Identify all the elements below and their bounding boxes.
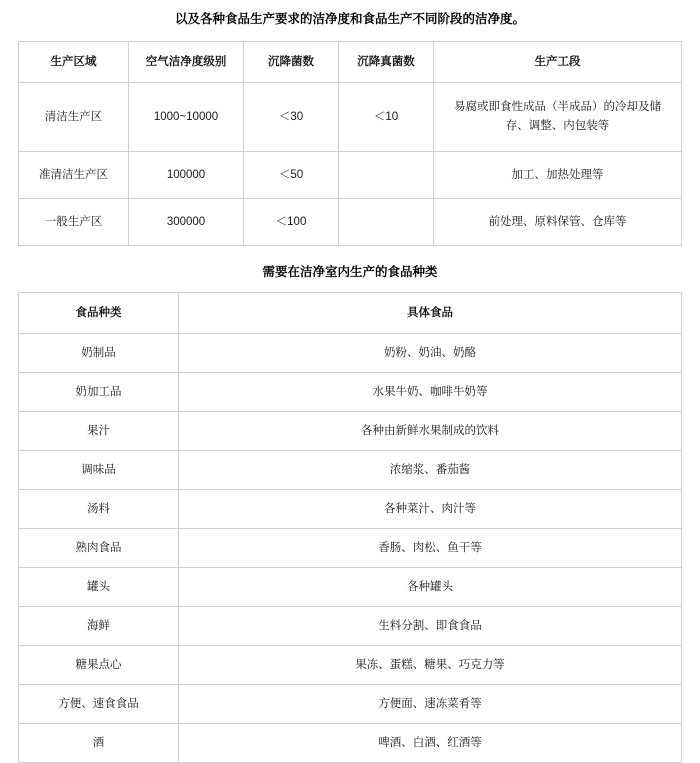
cell-food-category: 海鲜 — [19, 606, 179, 645]
cell-food-items: 浓缩浆、番茄酱 — [179, 450, 682, 489]
cell-food-items: 各种罐头 — [179, 567, 682, 606]
table-row — [19, 82, 682, 151]
cell-food-category: 奶加工品 — [19, 372, 179, 411]
table-row — [19, 528, 682, 567]
table-row — [19, 450, 682, 489]
cell-fungi — [339, 198, 434, 245]
cell-food-items: 各种菜汁、肉汁等 — [179, 489, 682, 528]
intro-paragraph: 以及各种食品生产要求的洁净度和食品生产不同阶段的洁净度。 — [174, 12, 525, 26]
cell-process: 易腐或即食性成品（半成品）的冷却及储存、调整、内包装等 — [434, 82, 682, 151]
column-header-area: 生产区域 — [19, 41, 129, 82]
table-row — [19, 372, 682, 411]
table-row — [19, 489, 682, 528]
cell-bacteria: ＜50 — [244, 151, 339, 198]
cell-food-category: 奶制品 — [19, 333, 179, 372]
table-row — [19, 567, 682, 606]
cell-food-category: 方便、速食食品 — [19, 684, 179, 723]
column-header-fungi: 沉降真菌数 — [339, 41, 434, 82]
cell-cleanliness: 300000 — [129, 198, 244, 245]
cell-food-category: 汤料 — [19, 489, 179, 528]
cleanroom-grade-table — [18, 41, 682, 246]
cell-food-items: 各种由新鲜水果制成的饮料 — [179, 411, 682, 450]
cell-food-category: 糖果点心 — [19, 645, 179, 684]
cell-bacteria: ＜30 — [244, 82, 339, 151]
cell-food-items: 方便面、速冻菜肴等 — [179, 684, 682, 723]
cell-food-category: 果汁 — [19, 411, 179, 450]
table-row — [19, 723, 682, 762]
cell-cleanliness: 1000~10000 — [129, 82, 244, 151]
column-header-cleanliness: 空气洁净度级别 — [129, 41, 244, 82]
table-row — [19, 606, 682, 645]
cell-food-category: 调味品 — [19, 450, 179, 489]
cell-area: 清洁生产区 — [19, 82, 129, 151]
cell-food-category: 罐头 — [19, 567, 179, 606]
column-header-food-category: 食品种类 — [19, 292, 179, 333]
column-header-process: 生产工段 — [434, 41, 682, 82]
cell-food-items: 啤酒、白酒、红酒等 — [179, 723, 682, 762]
table-row — [19, 333, 682, 372]
column-header-food-items: 具体食品 — [179, 292, 682, 333]
cell-food-category: 熟肉食品 — [19, 528, 179, 567]
cell-area: 准清洁生产区 — [19, 151, 129, 198]
cell-food-items: 生料分割、即食食品 — [179, 606, 682, 645]
column-header-bacteria: 沉降菌数 — [244, 41, 339, 82]
cell-food-items: 果冻、蛋糕、糖果、巧克力等 — [179, 645, 682, 684]
cell-food-category: 酒 — [19, 723, 179, 762]
cell-food-items: 水果牛奶、咖啡牛奶等 — [179, 372, 682, 411]
cell-bacteria: ＜100 — [244, 198, 339, 245]
table-header-row — [19, 41, 682, 82]
cell-cleanliness: 100000 — [129, 151, 244, 198]
food-types-table — [18, 292, 682, 763]
cell-food-items: 香肠、肉松、鱼干等 — [179, 528, 682, 567]
table-row — [19, 684, 682, 723]
table-row — [19, 411, 682, 450]
cell-fungi: ＜10 — [339, 82, 434, 151]
table-row — [19, 645, 682, 684]
table-header-row — [19, 292, 682, 333]
table-row — [19, 151, 682, 198]
section-title: 需要在洁净室内生产的食品种类 — [262, 264, 438, 279]
cell-process: 加工、加热处理等 — [434, 151, 682, 198]
cell-fungi — [339, 151, 434, 198]
cell-food-items: 奶粉、奶油、奶酪 — [179, 333, 682, 372]
table-row — [19, 198, 682, 245]
cell-area: 一般生产区 — [19, 198, 129, 245]
cell-process: 前处理、原料保管、仓库等 — [434, 198, 682, 245]
